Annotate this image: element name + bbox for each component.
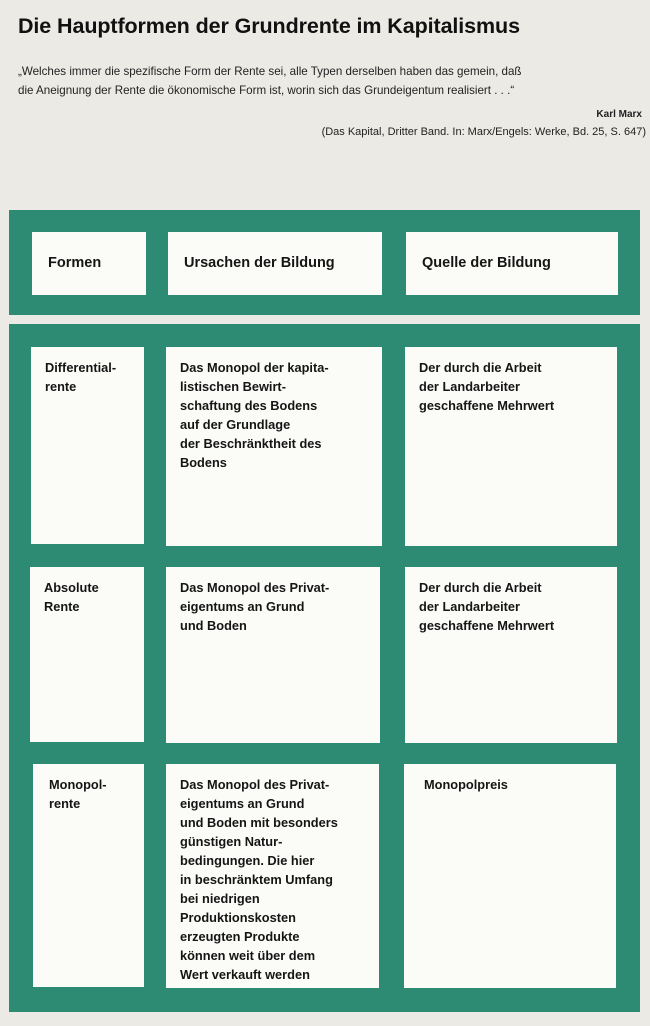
quote-author: Karl Marx — [596, 109, 642, 120]
differential-source-text: Der durch die Arbeit der Landarbeiter geschaffene Mehrwert — [419, 360, 555, 413]
row-differential-source — [405, 347, 617, 546]
row-absolute-form — [30, 567, 144, 742]
header-cell-causes — [168, 232, 382, 295]
row-absolute-source — [405, 567, 617, 743]
header-label-causes: Ursachen der Bildung — [184, 255, 335, 271]
header-cell-forms — [32, 232, 146, 295]
header-label-forms: Formen — [48, 255, 102, 271]
row-monopoly-cause — [166, 764, 379, 988]
row-differential-cause — [166, 347, 382, 546]
row-monopoly-source — [404, 764, 616, 988]
absolute-source-text: Der durch die Arbeit der Landarbeiter geschaffene Mehrwert — [419, 580, 555, 633]
absolute-form-text: Absolute Rente — [44, 580, 99, 614]
header-cell-source — [406, 232, 618, 295]
marx-quote — [18, 62, 648, 100]
monopoly-source-text: Monopolpreis — [424, 777, 508, 792]
page-title: Die Hauptformen der Grundrente im Kapitalismus — [18, 14, 520, 38]
monopoly-cause-text: Das Monopol des Privat- eigentums an Grund und Boden mit besonders günstigen Natur- bedingungen. Die hier in beschränktem Umfang bei niedrigen Produktionskosten erzeugten Produkte können weit über dem Wert verkauft werden — [180, 777, 338, 982]
monopoly-form-text: Monopol- rente — [49, 777, 107, 811]
row-monopoly-form — [33, 764, 144, 987]
quote-line-2: die Aneignung der Rente die ökonomische Form ist, worin sich das Grundeigentum realisiert . . .“ — [18, 84, 515, 97]
row-differential-form — [31, 347, 144, 544]
quote-source: (Das Kapital, Dritter Band. In: Marx/Engels: Werke, Bd. 25, S. 647) — [321, 126, 646, 138]
differential-cause-text: Das Monopol der kapita- listischen Bewirt- schaftung des Bodens auf der Grundlage der Beschränktheit des Bodens — [180, 360, 329, 470]
absolute-cause-text: Das Monopol des Privat- eigentums an Grund und Boden — [180, 580, 330, 633]
header-label-source: Quelle der Bildung — [422, 255, 551, 271]
differential-form-text: Differential- rente — [45, 360, 117, 394]
row-absolute-cause — [166, 567, 380, 743]
quote-line-1: „Welches immer die spezifische Form der Rente sei, alle Typen derselben haben das gemein, daß — [18, 65, 522, 78]
